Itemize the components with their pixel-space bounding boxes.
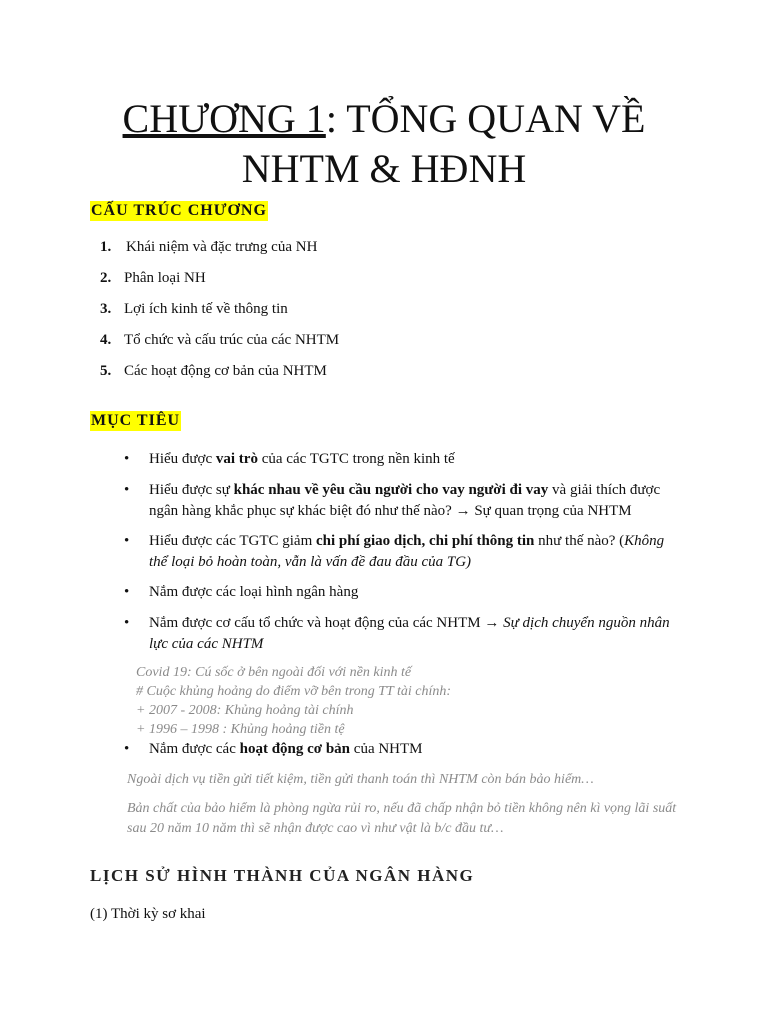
chapter-number: CHƯƠNG 1 [122,96,326,141]
structure-item: 4. Tổ chức và cấu trúc của các NHTM [100,332,340,348]
arrow-right-icon: → [484,615,504,631]
insurance-note-line2: sau 20 năm 10 năm thì sẽ nhận được cao vì như vật là b/c đầu tư… [127,821,504,836]
objective-item: • Hiểu được vai trò của các TGTC trong nền kinh tế [124,449,684,470]
objectives-heading: MỤC TIÊU [91,412,181,429]
bullet-icon: • [124,482,130,498]
objective-item: • Hiểu được các TGTC giảm chi phí giao dịch, chi phí thông tin như thế nào? (Không thể loại bỏ hoàn toàn, vẫn là vấn đề đau đầu của TG) [124,533,665,570]
bullet-icon: • [124,451,130,467]
bullet-icon: • [124,615,130,631]
chapter-title-line1: : TỔNG QUAN VỀ [325,96,646,141]
note-line: + 2007 - 2008: Khủng hoảng tài chính [136,703,354,718]
insurance-note-line1: Bản chất của bảo hiểm là phòng ngừa rủi ro, nếu đã chấp nhận bỏ tiền không nên kì vọng lãi suất [127,801,677,816]
structure-heading: CẤU TRÚC CHƯƠNG [91,202,267,219]
objective-item: • Nắm được các loại hình ngân hàng [124,582,684,603]
bullet-icon: • [124,533,130,549]
bullet-icon: • [124,584,130,600]
objective-item: • Nắm được cơ cấu tổ chức và hoạt động của các NHTM → Sự dịch chuyển nguồn nhân lực của các NHTM [124,615,670,652]
objective-item: • Nắm được các hoạt động cơ bản của NHTM [124,739,684,760]
structure-item: 5. Các hoạt động cơ bản của NHTM [100,363,327,379]
note-line: # Cuộc khủng hoảng do điểm vỡ bên trong TT tài chính: [136,684,452,699]
note-line: + 1996 – 1998 : Khủng hoảng tiền tệ [136,722,345,737]
bullet-icon: • [124,741,130,757]
structure-item: 3. Lợi ích kinh tế về thông tin [100,301,288,317]
history-heading: LỊCH SỬ HÌNH THÀNH CỦA NGÂN HÀNG [90,866,475,885]
objective-item: • Hiểu được sự khác nhau về yêu cầu người cho vay người đi vay và giải thích được ngân hàng khắc phục sự khác biệt đó như thế nào? → Sự quan trọng của NHTM [124,482,661,519]
note-line: Covid 19: Cú sốc ở bên ngoài đối với nền kinh tế [136,665,412,680]
history-subheading: (1) Thời kỳ sơ khai [90,906,206,922]
insurance-note: Ngoài dịch vụ tiền gửi tiết kiệm, tiền gửi thanh toán thì NHTM còn bán bảo hiểm… [127,772,594,787]
chapter-title-line2: NHTM & HĐNH [241,146,527,191]
structure-item: 1. Khái niệm và đặc trưng của NH [100,239,318,255]
chapter-title [0,94,768,194]
structure-item: 2. Phân loại NH [100,270,206,286]
